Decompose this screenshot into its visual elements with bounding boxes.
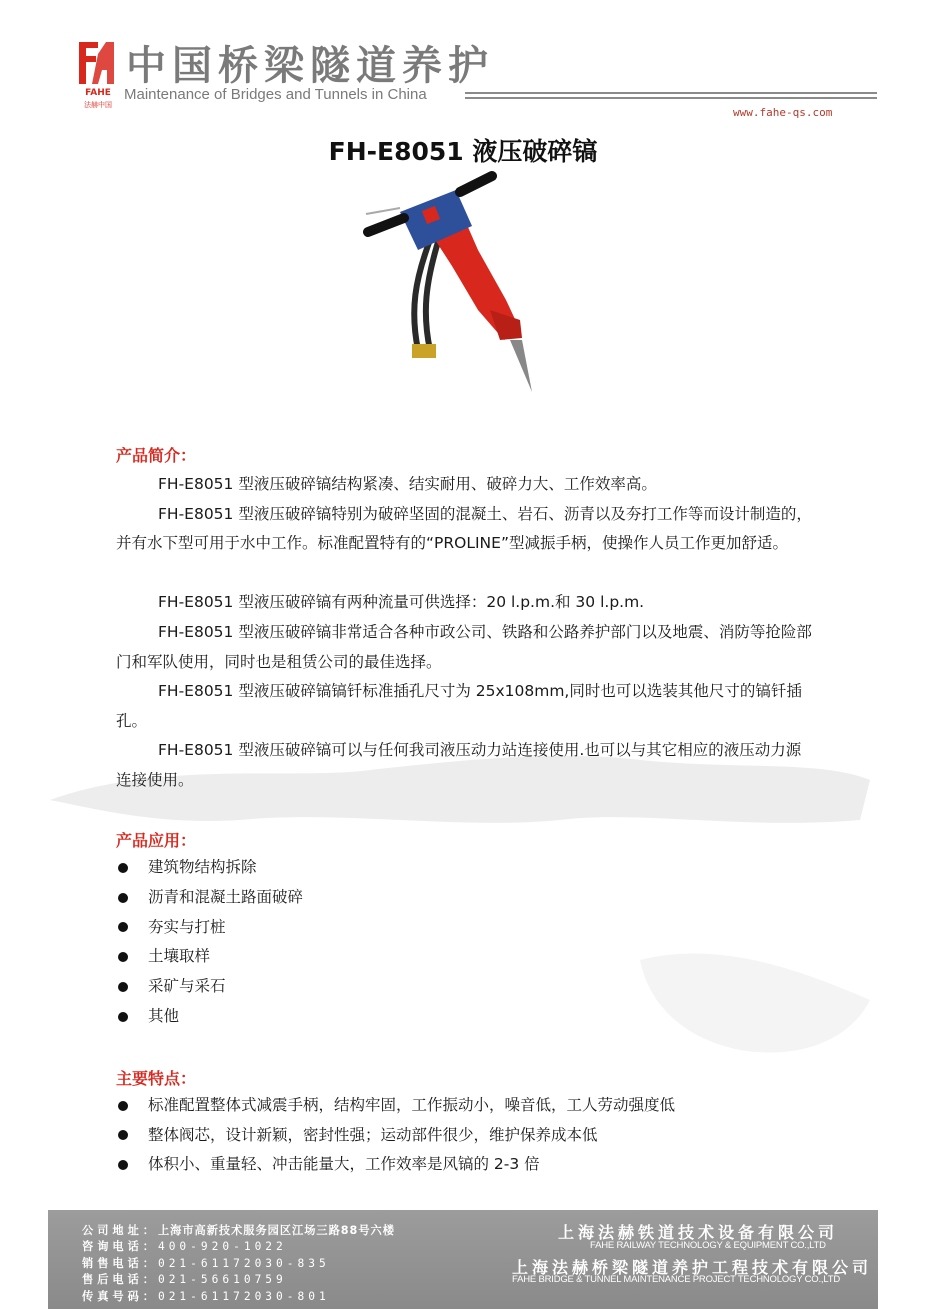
intro-paragraph: FH-E8051 型液压破碎镐可以与任何我司液压动力站连接使用.也可以与其它相应的液压动力源连接使用。 — [116, 741, 802, 789]
intro-paragraph: FH-E8051 型液压破碎镐非常适合各种市政公司、铁路和公路养护部门以及地震、消防等抢险部门和军队使用，同时也是租赁公司的最佳选择。 — [116, 623, 812, 671]
website-link[interactable]: www.fahe-qs.com — [733, 106, 833, 119]
company2-name-en: FAHE BRIDGE & TUNNEL MAINTENANCE PROJECT TECHNOLOGY CO.,LTD — [512, 1274, 840, 1285]
company1-name-cn: 上海法赫铁道技术设备有限公司 — [558, 1223, 839, 1242]
bullet-icon — [118, 1160, 128, 1170]
fax-number: 021-61172030-801 — [157, 1289, 330, 1303]
list-item-text: 土壤取样 — [148, 947, 211, 966]
page-title: FH-E8051 液压破碎镐 — [328, 137, 598, 166]
bullet-icon — [118, 982, 128, 992]
intro-paragraph: FH-E8051 型液压破碎镐特别为破碎坚固的混凝土、岩石、沥青以及夯打工作等而设计制造的，并有水下型可用于水中工作。标准配置特有的“PROLINE”型减振手柄，使操作人员工作更加舒适。 — [116, 504, 812, 553]
list-item — [116, 1150, 675, 1180]
brand-name-cn: 中国桥梁隧道养护 — [126, 43, 494, 89]
consult-row — [82, 1239, 395, 1255]
contact-info — [82, 1223, 395, 1305]
list-item — [116, 913, 303, 943]
sales-row — [82, 1256, 395, 1272]
bullet-icon — [118, 1012, 128, 1022]
list-item-text: 建筑物结构拆除 — [148, 858, 257, 876]
service-row — [82, 1272, 395, 1288]
list-item — [116, 853, 303, 883]
hydraulic-breaker-image — [360, 170, 550, 398]
service-label: 售后电话： — [82, 1273, 158, 1287]
bullet-icon — [118, 1101, 128, 1111]
bullet-icon — [118, 922, 128, 932]
features-heading: 主要特点： — [116, 1069, 197, 1088]
service-phone: 021-56610759 — [157, 1273, 287, 1287]
intro-paragraph: FH-E8051 型液压破碎镐镐钎标准插孔尺寸为 25x108mm,同时也可以选装其他尺寸的镐钎插孔。 — [116, 682, 802, 730]
intro-paragraph: FH-E8051 型液压破碎镐结构紧凑、结实耐用、破碎力大、工作效率高。 — [158, 475, 657, 493]
list-item-text: 采矿与采石 — [148, 977, 226, 996]
list-item-text: 标准配置整体式减震手柄，结构牢固，工作振动小，噪音低，工人劳动强度低 — [148, 1096, 676, 1114]
list-item-text: 夯实与打桩 — [148, 917, 226, 936]
address-label: 公司地址： — [82, 1224, 158, 1237]
address-row — [82, 1223, 395, 1239]
list-item — [116, 1002, 303, 1032]
fahe-logo — [76, 40, 120, 110]
features-list — [116, 1091, 675, 1180]
intro-heading: 产品简介： — [116, 446, 197, 465]
bullet-icon — [118, 863, 128, 873]
applications-heading: 产品应用： — [116, 831, 197, 850]
company2-name-cn: 上海法赫桥梁隧道养护工程技术有限公司 — [512, 1258, 873, 1277]
list-item-text: 整体阀芯，设计新颖，密封性强；运动部件很少，维护保养成本低 — [148, 1125, 598, 1144]
list-item — [116, 883, 303, 913]
bullet-icon — [118, 952, 128, 962]
bullet-icon — [118, 1130, 128, 1140]
company1-name-en: FAHE RAILWAY TECHNOLOGY & EQUIPMENT CO.,LTD — [590, 1240, 826, 1251]
list-item — [116, 1091, 675, 1121]
list-item-text: 其他 — [148, 1006, 180, 1025]
list-item — [116, 1121, 675, 1151]
brand-name-en: Maintenance of Bridges and Tunnels in China — [124, 86, 427, 103]
consult-phone: 400-920-1022 — [157, 1240, 287, 1254]
applications-list — [116, 853, 303, 1032]
intro-paragraph: FH-E8051 型液压破碎镐有两种流量可供选择：20 l.p.m.和 30 l.p.m. — [158, 593, 645, 612]
list-item-text: 沥青和混凝土路面破碎 — [148, 887, 304, 906]
bullet-icon — [118, 893, 128, 903]
fax-row — [82, 1289, 395, 1305]
fax-label: 传真号码： — [82, 1289, 158, 1303]
list-item — [116, 942, 303, 972]
logo-text: FAHE — [85, 88, 111, 98]
sales-phone: 021-61172030-835 — [157, 1256, 330, 1270]
header-divider — [465, 92, 877, 99]
address-value: 上海市高新技术服务园区江场三路88号六楼 — [157, 1224, 395, 1237]
list-item — [116, 972, 303, 1002]
logo-caption: 法赫中国 — [84, 101, 112, 109]
list-item-text: 体积小、重量轻、冲击能量大，工作效率是风镐的 2-3 倍 — [148, 1155, 540, 1174]
sales-label: 销售电话： — [82, 1256, 158, 1270]
consult-label: 咨询电话： — [82, 1240, 158, 1254]
